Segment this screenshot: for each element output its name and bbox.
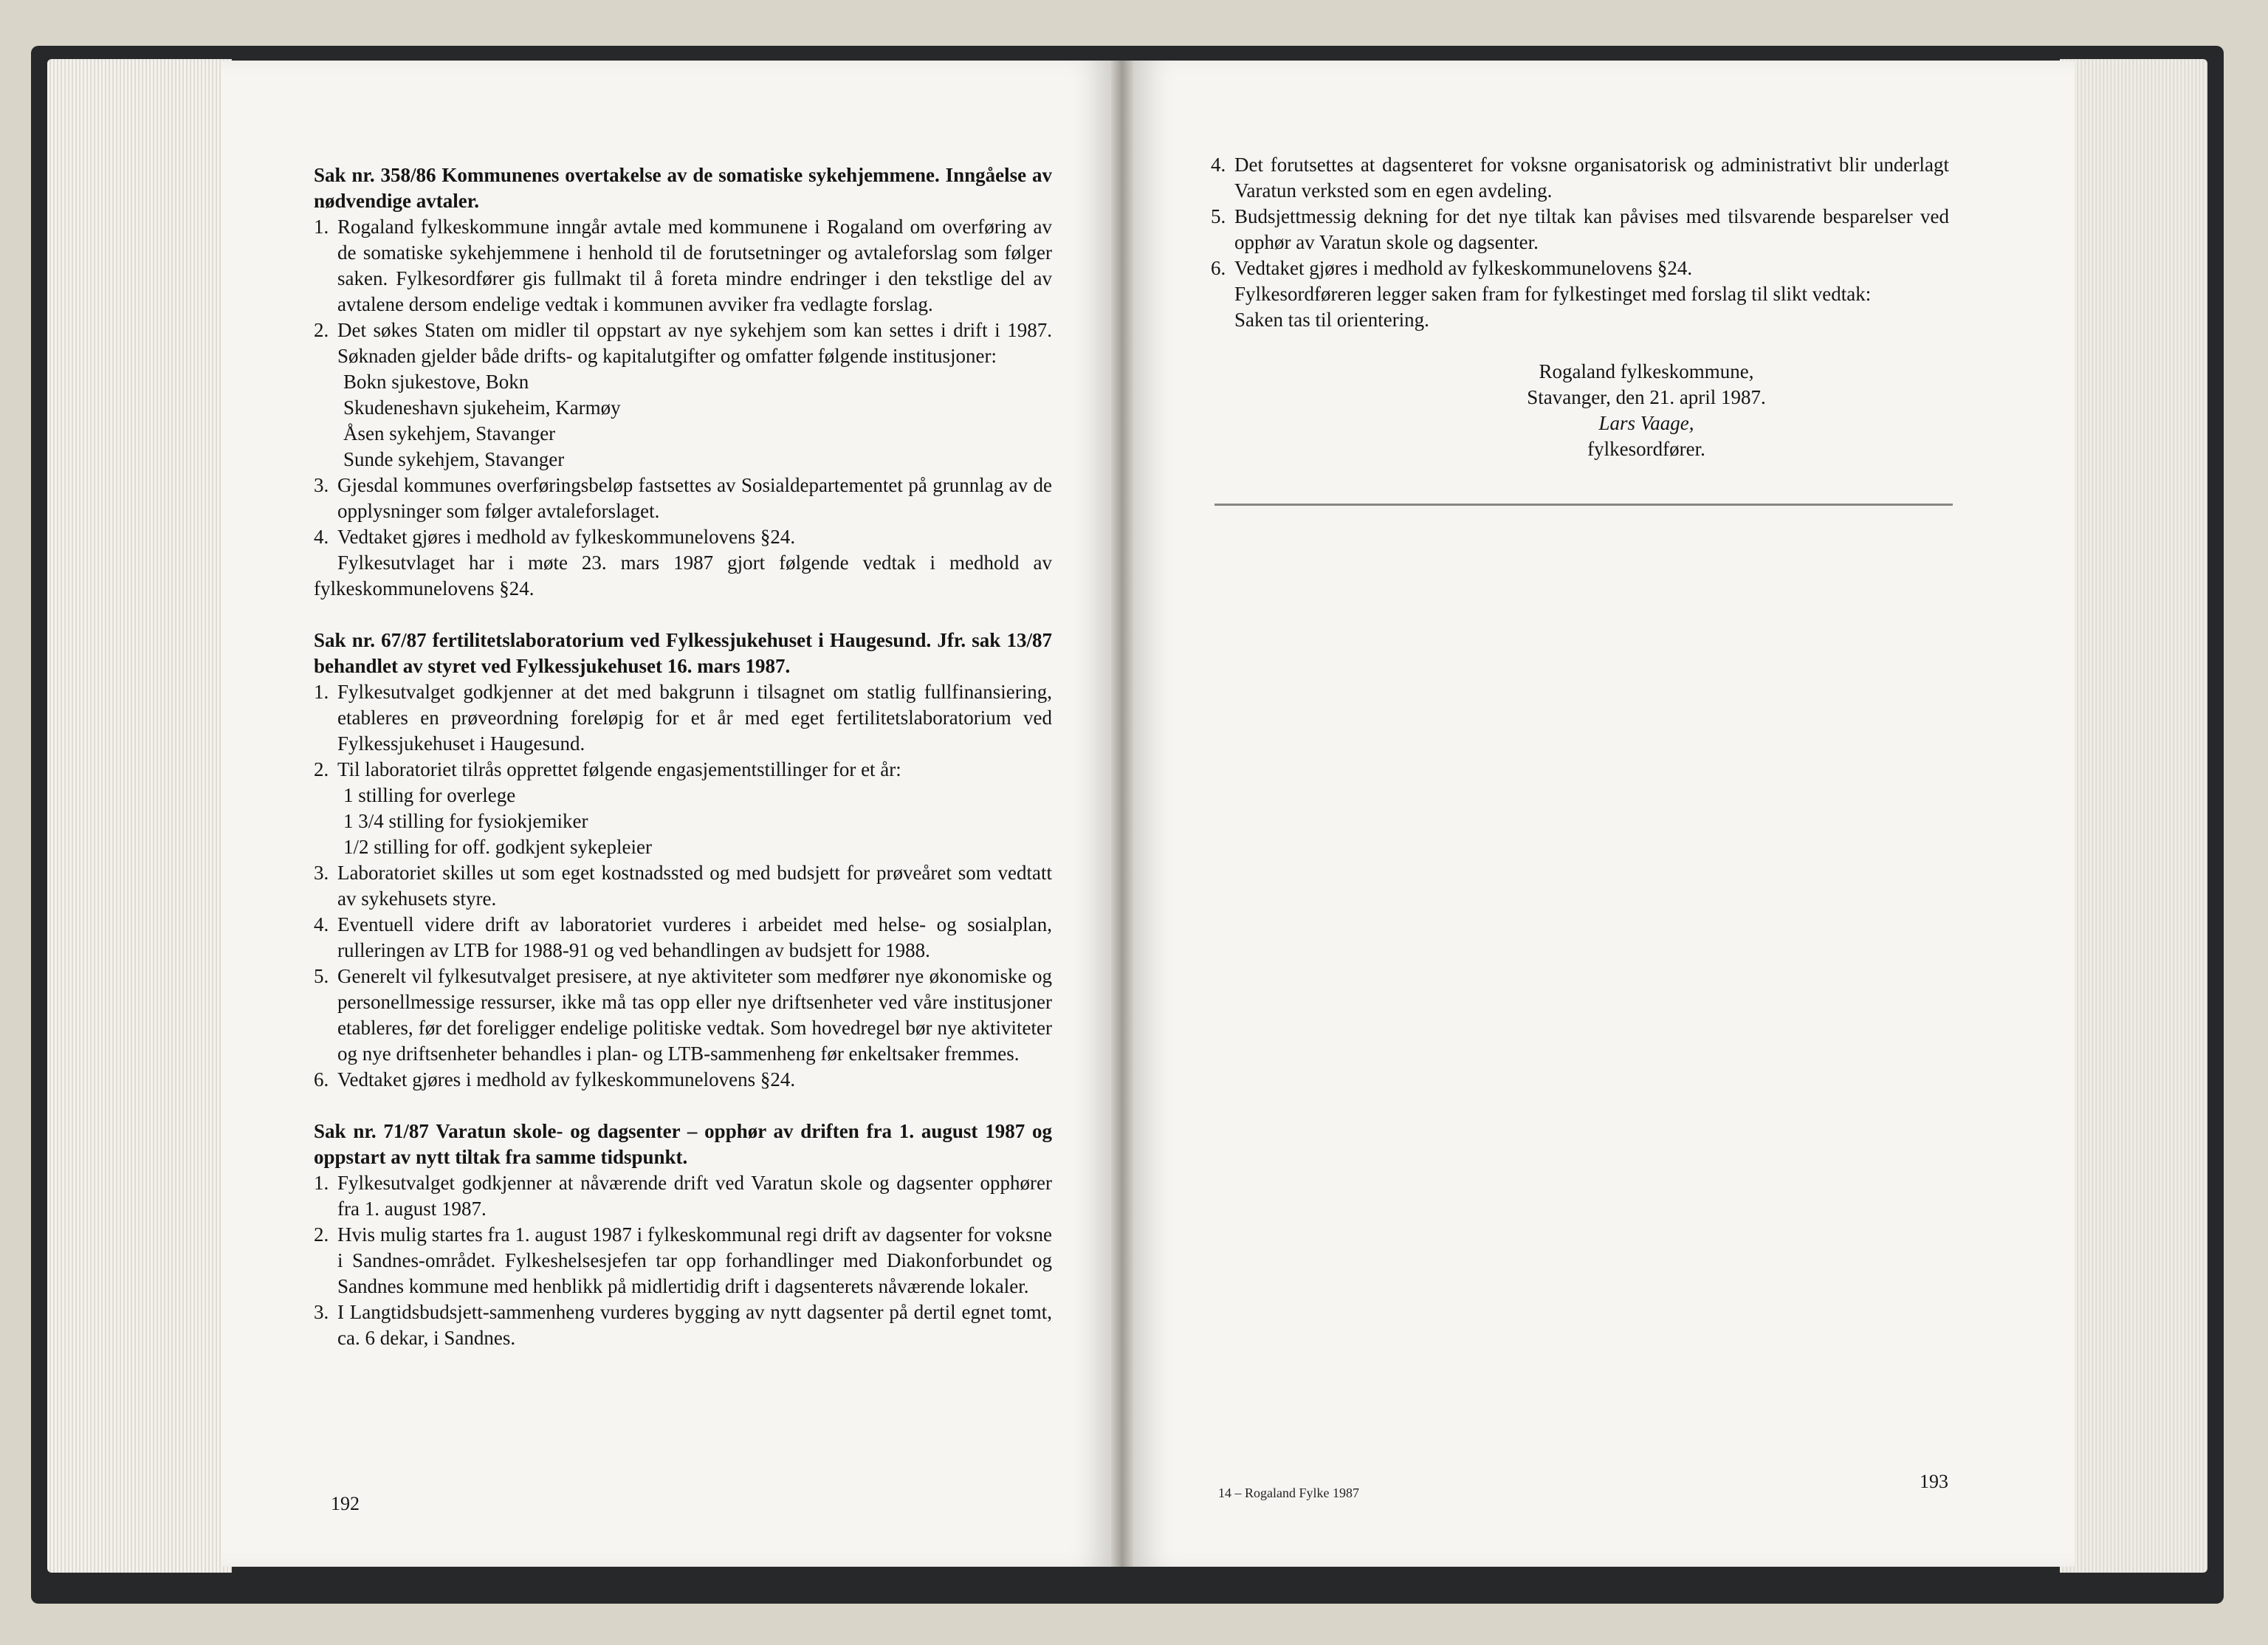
section-title: Sak nr. 71/87 Varatun skole- og dagsenter – opphør av driften fra 1. august 1987 og oppstart av nytt tiltak fra samme tidspunkt.	[314, 1120, 1052, 1168]
item-number: 3.	[314, 1301, 329, 1323]
item-text: Hvis mulig startes fra 1. august 1987 i fylkeskommunal regi drift av dagsenter for voksne i Sandnes-området. Fylkeshelsesjefen tar opp forhandlinger med Diakonforbundet og Sandnes kommune med henblikk på midlertidig drift i dagsenterets nåværende lokaler.	[337, 1223, 1052, 1297]
list-item	[314, 679, 1052, 757]
item-text: Vedtaket gjøres i medhold av fylkeskommunelovens §24.	[337, 1068, 796, 1091]
page-number-left: 192	[331, 1493, 360, 1514]
item-number: 4.	[314, 913, 329, 935]
item-text: Budsjettmessig dekning for det nye tiltak kan påvises med tilsvarende besparelser ved opphør av Varatun skole og dagsenter.	[1234, 205, 1949, 253]
signature-block	[1344, 359, 1949, 462]
item-text: Vedtaket gjøres i medhold av fylkeskommunelovens §24.	[1234, 257, 1693, 279]
item-number: 3.	[314, 474, 329, 496]
item-text: Fylkesutvalget godkjenner at nåværende drift ved Varatun skole og dagsenter opphører fra 1. august 1987.	[337, 1172, 1052, 1220]
institution-line: Åsen sykehjem, Stavanger	[343, 422, 556, 444]
item-number: 1.	[314, 1172, 329, 1194]
item-text: Fylkesutvalget godkjenner at det med bakgrunn i tilsagnet om statlig fullfinansiering, etableres en prøveordning foreløpig for et år med eget fertilitetslaboratorium ved Fylkessjukehuset i Haugesund.	[337, 681, 1052, 755]
list-item	[314, 473, 1052, 524]
institution-line: Bokn sjukestove, Bokn	[343, 371, 529, 393]
list-item	[314, 317, 1052, 369]
closing-line: Saken tas til orientering.	[1234, 309, 1429, 331]
item-number: 2.	[314, 1223, 329, 1246]
list-item	[314, 1067, 1052, 1093]
item-text: Vedtaket gjøres i medhold av fylkeskommunelovens §24.	[337, 526, 796, 548]
horizontal-rule	[1214, 504, 1953, 506]
item-text: Generelt vil fylkesutvalget presisere, at nye aktiviteter som medfører nye økonomiske og personellmessige ressurser, ikke må tas opp eller nye driftsenheter ved våre institusjoner etableres, før det foreligger endelige politiske vedtak. Som hovedregel bør nye aktiviteter og nye driftsenheter behandles i plan- og LTB-sammenheng før enkeltsaker fremmes.	[337, 965, 1052, 1065]
list-item	[1211, 152, 1949, 204]
item-number: 4.	[314, 526, 329, 548]
list-item	[1211, 255, 1949, 281]
list-item	[314, 860, 1052, 912]
item-number: 6.	[314, 1068, 329, 1091]
item-text: Eventuell videre drift av laboratoriet vurderes i arbeidet med helse- og sosialplan, rulleringen av LTB for 1988-91 og ved behandlingen av budsjett for 1988.	[337, 913, 1052, 961]
position-line: 1 3/4 stilling for fysiokjemiker	[343, 810, 588, 832]
list-item	[314, 1170, 1052, 1222]
section-title: Sak nr. 67/87 fertilitetslaboratorium ved Fylkessjukehuset i Haugesund. Jfr. sak 13/87 behandlet av styret ved Fylkessjukehuset 16. mars 1987.	[314, 629, 1052, 677]
position-line: 1 stilling for overlege	[343, 784, 516, 806]
page-edges-left	[47, 59, 232, 1573]
list-item	[314, 1222, 1052, 1299]
list-item	[314, 757, 1052, 783]
paragraph: Fylkesutvlaget har i møte 23. mars 1987 gjort følgende vedtak i medhold av fylkeskommunelovens §24.	[314, 552, 1052, 600]
item-number: 5.	[314, 965, 329, 987]
section-title: Sak nr. 358/86 Kommunenes overtakelse av de somatiske sykehjemmene. Inngåelse av nødvendige avtaler.	[314, 164, 1052, 212]
item-number: 6.	[1211, 257, 1226, 279]
list-item	[314, 214, 1052, 317]
item-text: Gjesdal kommunes overføringsbeløp fastsettes av Sosialdepartementet på grunnlag av de opplysninger som følger avtaleforslaget.	[337, 474, 1052, 522]
signature-place-date: Stavanger, den 21. april 1987.	[1527, 386, 1766, 408]
signature-org: Rogaland fylkeskommune,	[1539, 360, 1754, 382]
list-item	[314, 1299, 1052, 1351]
right-page-text	[1211, 152, 1949, 462]
position-line: 1/2 stilling for off. godkjent sykepleier	[343, 836, 652, 858]
item-number: 3.	[314, 862, 329, 884]
item-text: Laboratoriet skilles ut som eget kostnadssted og med budsjett for prøveåret som vedtatt av sykehusets styre.	[337, 862, 1052, 910]
closing-line: Fylkesordføreren legger saken fram for fylkestinget med forslag til slikt vedtak:	[1234, 283, 1872, 305]
item-text: Rogaland fylkeskommune inngår avtale med kommunene i Rogaland om overføring av de somatiske sykehjemmene i henhold til de forutsetninger og avtaleforslag som følger saken. Fylkesordfører gis fullmakt til å foreta mindre endringer i den tekstlige del av avtalene dersom endelige vedtak i kommunen avviker fra vedlagte forslag.	[337, 216, 1052, 315]
item-number: 2.	[314, 319, 329, 341]
institution-line: Skudeneshavn sjukeheim, Karmøy	[343, 396, 621, 419]
item-number: 1.	[314, 681, 329, 703]
signature-name: Lars Vaage,	[1598, 412, 1694, 434]
list-item	[314, 524, 1052, 550]
list-item	[314, 912, 1052, 964]
list-item	[1211, 204, 1949, 255]
item-text: Det forutsettes at dagsenteret for voksne organisatorisk og administrativt blir underlagt Varatun verksted som en egen avdeling.	[1234, 154, 1949, 202]
item-text: I Langtidsbudsjett-sammenheng vurderes bygging av nytt dagsenter på dertil egnet tomt, ca. 6 dekar, i Sandnes.	[337, 1301, 1052, 1349]
footer-text: 14 – Rogaland Fylke 1987	[1218, 1486, 1359, 1500]
item-number: 2.	[314, 758, 329, 780]
signature-title: fylkesordfører.	[1587, 438, 1705, 460]
book-gutter	[1111, 61, 1133, 1567]
item-number: 1.	[314, 216, 329, 238]
page-edges-right	[2060, 59, 2207, 1573]
item-text: Til laboratoriet tilrås opprettet følgende engasjementstillinger for et år:	[337, 758, 901, 780]
list-item	[314, 964, 1052, 1067]
page-number-right: 193	[1920, 1471, 1948, 1492]
item-text: Det søkes Staten om midler til oppstart av nye sykehjem som kan settes i drift i 1987. Søknaden gjelder både drifts- og kapitalutgifter og omfatter følgende institusjoner:	[337, 319, 1052, 367]
institution-line: Sunde sykehjem, Stavanger	[343, 448, 565, 470]
item-number: 4.	[1211, 154, 1226, 176]
item-number: 5.	[1211, 205, 1226, 227]
left-page-text	[314, 162, 1052, 1351]
